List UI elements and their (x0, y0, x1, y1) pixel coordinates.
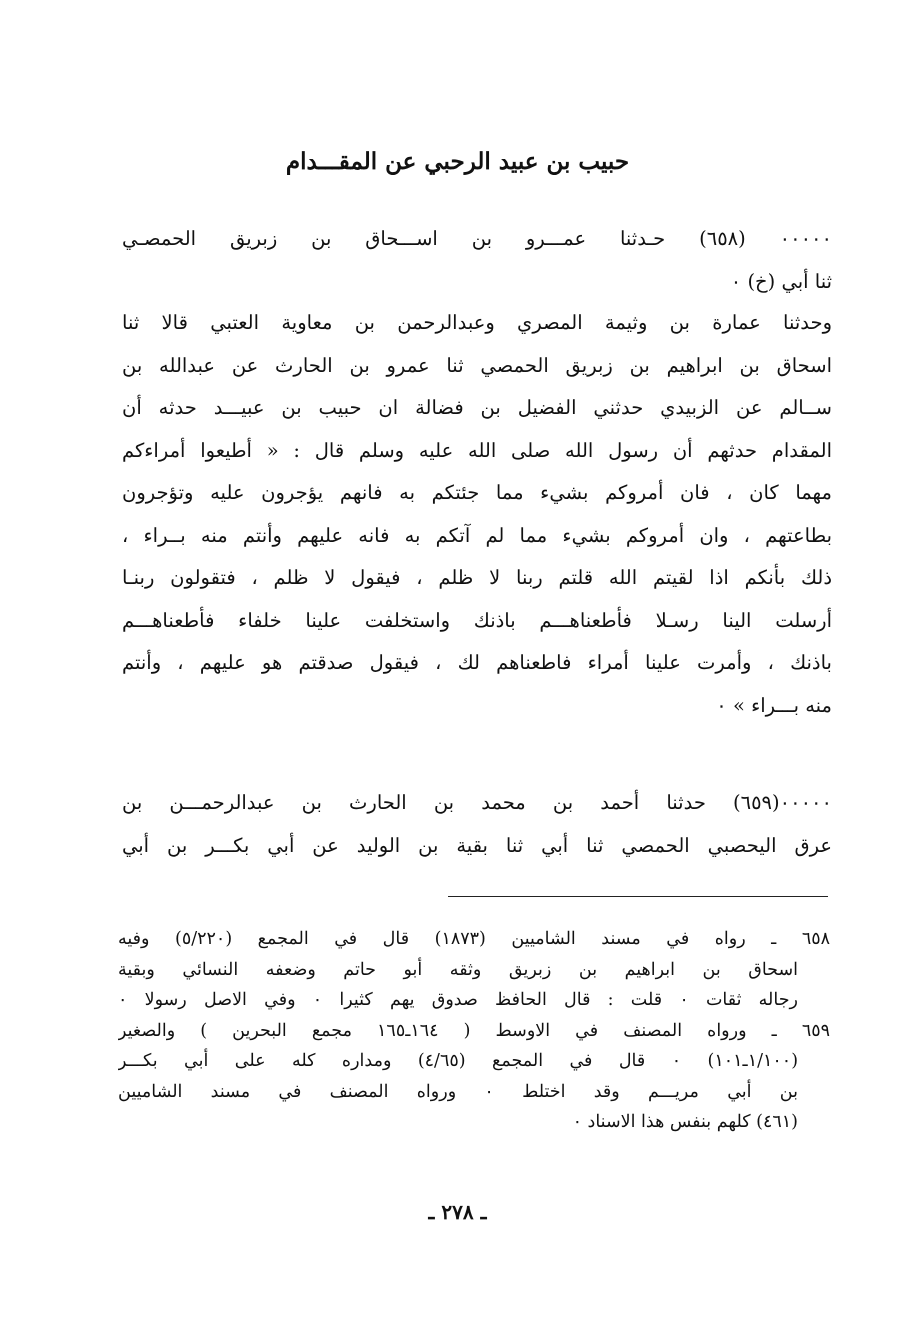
text-line: وحدثنا عمارة بن وثيمة المصري وعبدالرحمن بن معاوية العتبي قالا ثنا (122, 311, 832, 334)
text-line: ٠٠٠٠٠(٦٥٩) حدثنا أحمد بن محمد بن الحارث بن عبدالرحمـــن بن (122, 791, 832, 814)
footnote-line: (٤٦١) كلهم بنفس هذا الاسناد ٠ (572, 1112, 798, 1132)
hadith-658-text (122, 302, 832, 727)
footnote-line: ٦٥٨ ـ رواه في مسند الشاميين (١٨٧٣) قال في المجمع (٥/٢٢٠) وفيه (118, 929, 830, 949)
footnotes (118, 924, 830, 1138)
footnote-line: (١/١٠٠ـ١٠١) ٠ قال في المجمع (٤/٦٥) ومداره كله على أبي بكـــر (118, 1051, 799, 1071)
text-line: ثنا أبي (خ) ٠ (730, 269, 832, 293)
hadith-659-text (122, 782, 832, 867)
text-line: المقدام حدثهم أن رسول الله صلى الله عليه وسلم قال : « أطيعوا أمراءكم (122, 438, 832, 462)
text-line: عرق اليحصبي الحمصي ثنا أبي ثنا بقية بن الوليد عن أبي بكـــر بن أبي (122, 833, 832, 857)
footnote-line: ٦٥٩ ـ ورواه المصنف في الاوسط ( ١٦٤ـ١٦٥ مجمع البحرين ) والصغير (118, 1020, 830, 1041)
chapter-title: حبيب بن عبيد الرحبي عن المقـــدام (285, 148, 630, 175)
footnote-separator (448, 896, 828, 897)
hadith-658-isnad (122, 218, 832, 303)
text-line: ســالم عن الزبيدي حدثني الفضيل بن فضالة ان حبيب بن عبيـــد حدثه أن (122, 396, 832, 419)
text-line: مهما كان ، فان أمروكم بشيء مما جئتكم به فانهم يؤجرون عليه وتؤجرون (122, 481, 832, 504)
text-line: بطاعتهم ، وان أمروكم بشيء مما لم آتكم به فانه عليهم وأنتم منه بــراء ، (122, 523, 832, 547)
text-line: اسحاق بن ابراهيم بن زبريق الحمصي ثنا عمرو بن الحارث عن عبدالله بن (122, 353, 832, 377)
text-line: ٠٠٠٠٠ (٦٥٨) حـدثنا عمـــرو بن اســـحاق بن زبريق الحمصـي (122, 227, 832, 250)
footnote-line: رجاله ثقات ٠ قلت : قال الحافظ صدوق يهم كثيرا ٠ وفي الاصل رسولا ٠ (118, 990, 798, 1010)
text-line: منه بـــراء » ٠ (716, 693, 832, 717)
footnote-line: اسحاق بن ابراهيم بن زبريق وثقه أبو حاتم وضعفه النسائي وبقية (118, 959, 798, 980)
text-line: باذنك ، وأمرت علينا أمراء فاطعناهم لك ، فيقول صدقتم هو عليهم ، وأنتم (122, 651, 832, 674)
text-line: ذلك بأنكم اذا لقيتم الله قلتم ربنا لا ظلم ، فيقول لا ظلم ، فتقولون ربنـا (122, 566, 832, 589)
text-line: أرسلت الينا رسـلا فأطعناهـــم باذنك واستخلفت علينا خلفاء فأطعناهـــم (122, 608, 832, 632)
page-number: ـ ٢٧٨ ـ (428, 1200, 487, 1224)
footnote-line: بن أبي مريـــم وقد اختلط ٠ ورواه المصنف في مسند الشاميين (118, 1081, 798, 1102)
